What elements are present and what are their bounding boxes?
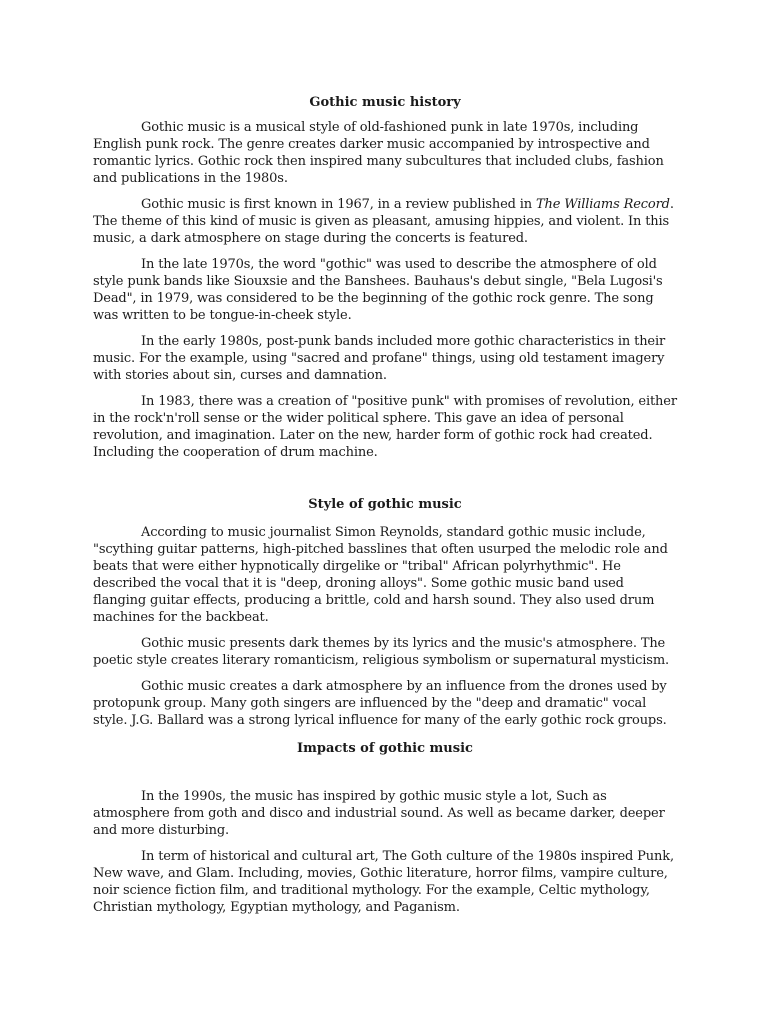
- paragraph: In the early 1980s, post-punk bands included more gothic characteristics in their music. For the example, using "sacred and profane" things, using old testament imagery with stories about sin, curses and damnation.: [93, 334, 666, 383]
- publication-title: The Williams Record: [536, 197, 670, 212]
- section-body: [93, 119, 677, 461]
- section-gothic-music-history: [93, 94, 677, 111]
- paragraph-text: Gothic music is first known in 1967, in a review published in: [141, 197, 537, 212]
- section-heading: Style of gothic music: [308, 497, 462, 512]
- paragraph: In the 1990s, the music has inspired by gothic music style a lot, Such as atmosphere from goth and disco and industrial sound. As well as became darker, deeper and more disturbing.: [93, 789, 665, 838]
- paragraph: In 1983, there was a creation of "positive punk" with promises of revolution, either in the rock'n'roll sense or the wider political sphere. This gave an idea of personal revolution, and imagination. Later on the new, harder form of gothic rock had created. Including the cooperation of drum machine.: [93, 394, 677, 460]
- paragraph: Gothic music creates a dark atmosphere by an influence from the drones used by protopunk group. Many goth singers are influenced by the "deep and dramatic" vocal style. J.G. Ballard was a strong lyrical influence for many of the early gothic rock groups.: [93, 679, 667, 728]
- paragraph: In term of historical and cultural art, The Goth culture of the 1980s inspired Punk, New wave, and Glam. Including, movies, Gothic literature, horror films, vampire culture, noir science fiction film, and traditional mythology. For the example, Celtic mythology, Christian mythology, Egyptian mythology, and Paganism.: [93, 849, 674, 915]
- section-heading: Gothic music history: [309, 95, 461, 110]
- section-impacts-of-gothic-music: [93, 740, 677, 757]
- paragraph: [93, 196, 677, 247]
- paragraph: Gothic music presents dark themes by its lyrics and the music's atmosphere. The poetic style creates literary romanticism, religious symbolism or supernatural mysticism.: [93, 636, 669, 668]
- paragraph: According to music journalist Simon Reynolds, standard gothic music include, "scything guitar patterns, high-pitched basslines that often usurped the melodic role and beats that were either hypnotically dirgelike or "tribal" African polyrhythmic". He described the vocal that it is "deep, droning alloys". Some gothic music band used flanging guitar effects, producing a brittle, cold and harsh sound. They also used drum machines for the backbeat.: [93, 525, 668, 625]
- section-style-of-gothic-music: [93, 496, 677, 513]
- paragraph: Gothic music is a musical style of old-fashioned punk in late 1970s, including English punk rock. The genre creates darker music accompanied by introspective and romantic lyrics. Gothic rock then inspired many subcultures that included clubs, fashion and publications in the 1980s.: [93, 120, 664, 186]
- paragraph: In the late 1970s, the word "gothic" was used to describe the atmosphere of old style punk bands like Siouxsie and the Banshees. Bauhaus's debut single, "Bela Lugosi's Dead", in 1979, was considered to be the beginning of the gothic rock genre. The song was written to be tongue-in-cheek style.: [93, 257, 663, 323]
- section-heading: Impacts of gothic music: [297, 741, 473, 756]
- section-body: [93, 524, 677, 729]
- section-body: [93, 788, 677, 916]
- paragraph-text: . The theme of this kind of music is given as pleasant, amusing hippies, and violent. In this music, a dark atmosphere on stage during the concerts is featured.: [93, 197, 674, 246]
